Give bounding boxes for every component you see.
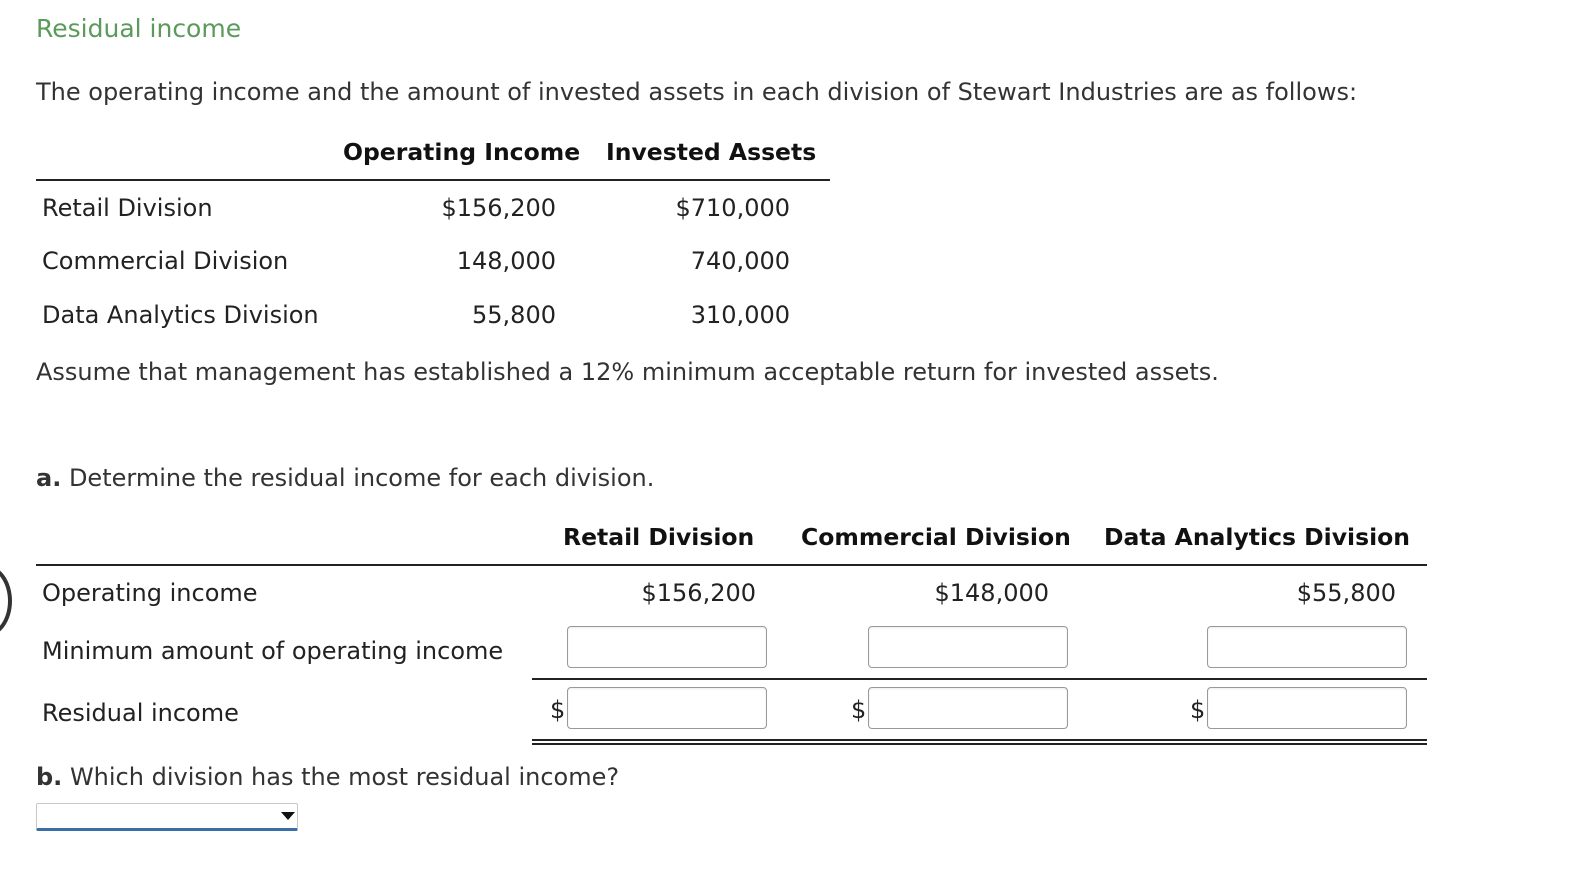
- table1-header-operating-income: Operating Income: [343, 138, 581, 166]
- question-a-letter: a.: [36, 464, 62, 492]
- commercial-operating-income: $148,000: [934, 579, 1049, 607]
- question-a: [36, 464, 654, 492]
- table1-operating-income-value: 55,800: [472, 301, 556, 329]
- table1-row-label: Data Analytics Division: [42, 301, 319, 329]
- assumption-text: Assume that management has established a 12% minimum acceptable return for invested assets.: [36, 358, 1219, 386]
- commercial-minimum-income-input[interactable]: [868, 626, 1068, 668]
- table2-header-data-analytics: Data Analytics Division: [1104, 523, 1411, 551]
- table1-invested-assets-value: 310,000: [690, 301, 790, 329]
- table1-invested-assets-value: $710,000: [675, 194, 790, 222]
- table2-header-commercial: Commercial Division: [801, 523, 1071, 551]
- table1-operating-income-value: 148,000: [456, 247, 556, 275]
- total-double-rule-top: [532, 739, 1427, 741]
- table2-row-label: Residual income: [42, 699, 239, 727]
- chevron-down-icon[interactable]: [281, 812, 295, 820]
- intro-text: The operating income and the amount of invested assets in each division of Stewart Industries are as follows:: [36, 78, 1358, 106]
- table1-operating-income-value: $156,200: [441, 194, 556, 222]
- question-b: [36, 763, 619, 791]
- table2-header-retail: Retail Division: [563, 523, 755, 551]
- total-double-rule-bottom: [532, 743, 1427, 745]
- table2-row-label: Minimum amount of operating income: [42, 637, 504, 665]
- page-title: Residual income: [36, 14, 242, 43]
- retail-residual-income-input[interactable]: [567, 687, 767, 729]
- table1-header-invested-assets: Invested Assets: [606, 138, 817, 166]
- table1-header-rule: [36, 179, 830, 181]
- question-b-text: Which division has the most residual income?: [69, 763, 620, 791]
- data-analytics-dollar-sign: $: [1190, 696, 1206, 724]
- data-analytics-operating-income: $55,800: [1296, 579, 1396, 607]
- retail-dollar-sign: $: [550, 696, 566, 724]
- commercial-residual-income-input[interactable]: [868, 687, 1068, 729]
- commercial-dollar-sign: $: [851, 696, 867, 724]
- question-b-letter: b.: [36, 763, 63, 791]
- table1-invested-assets-value: 740,000: [690, 247, 790, 275]
- table1-row-label: Retail Division: [42, 194, 213, 222]
- subtotal-rule: [532, 678, 1427, 680]
- data-analytics-minimum-income-input[interactable]: [1207, 626, 1407, 668]
- retail-operating-income: $156,200: [641, 579, 756, 607]
- table1-row-label: Commercial Division: [42, 247, 289, 275]
- table2-header-rule: [36, 564, 1427, 566]
- table2-row-label: Operating income: [42, 579, 258, 607]
- most-residual-income-dropdown[interactable]: [36, 803, 298, 831]
- side-circle-marker: [0, 565, 12, 637]
- data-analytics-residual-income-input[interactable]: [1207, 687, 1407, 729]
- question-a-text: Determine the residual income for each division.: [68, 464, 655, 492]
- retail-minimum-income-input[interactable]: [567, 626, 767, 668]
